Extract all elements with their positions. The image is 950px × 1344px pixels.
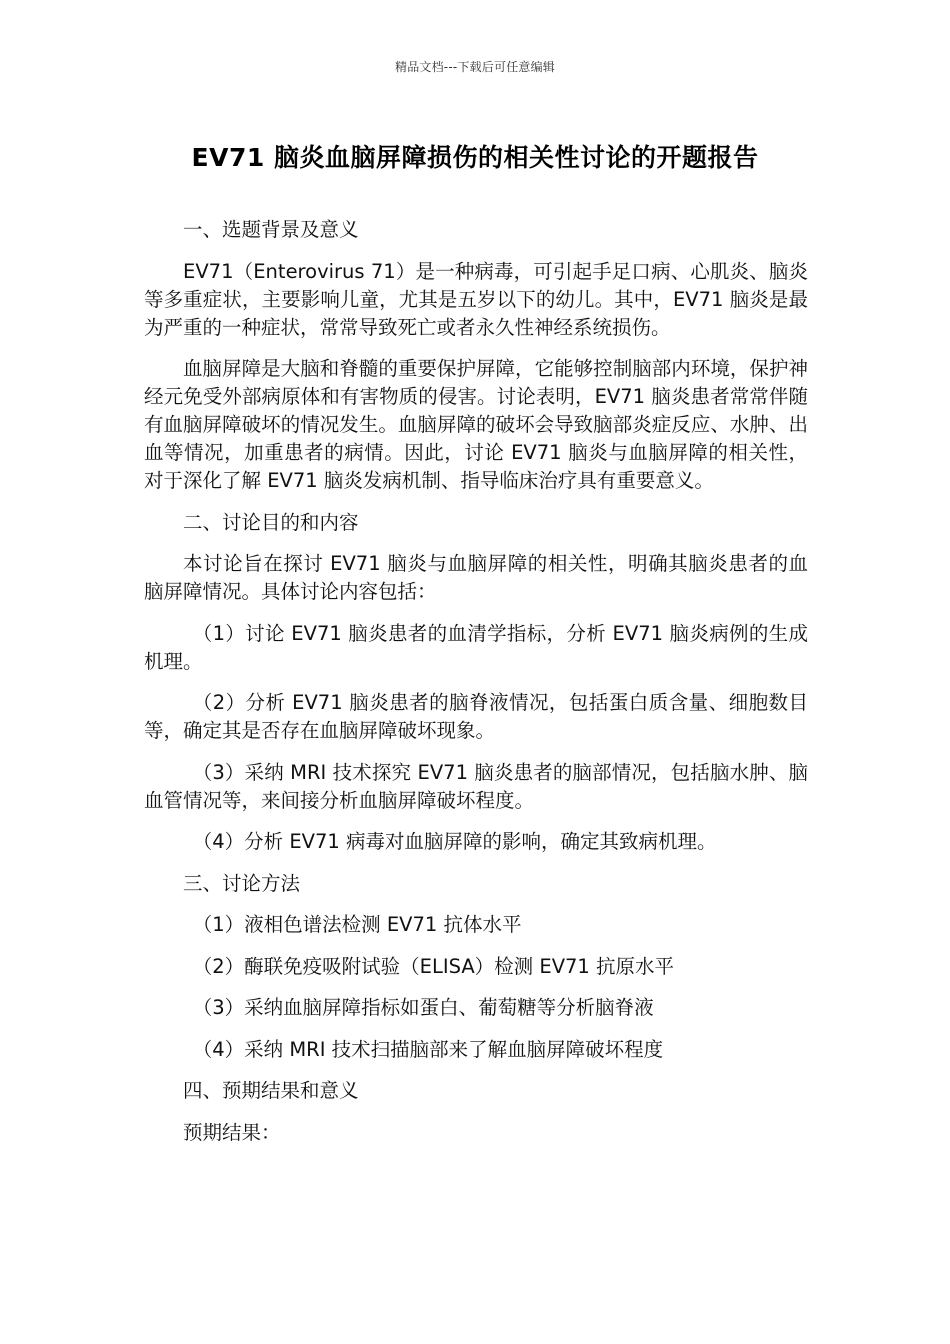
section-heading-expected: 四、预期结果和意义 bbox=[183, 1079, 359, 1102]
list-item-purpose-4: （4）分析 EV71 病毒对血脑屏障的影响，确定其致病机理。 bbox=[192, 830, 717, 853]
paragraph-blood-brain-barrier: 血脑屏障是大脑和脊髓的重要保护屏障，它能够控制脑部内环境，保护神经元免受外部病原体和有害物质的侵害。讨论表明，EV71 脑炎患者常常伴随有血脑屏障破坏的情况发生。血脑屏障的破坏会导致脑部炎症反应、水肿、出血等情况，加重患者的病情。因此，讨论 EV71 脑炎与血脑屏障的相关性，对于深化了解 EV71 脑炎发病机制、指导临床治疗具有重要意义。 bbox=[144, 357, 808, 492]
paragraph-ev71-intro: EV71（Enterovirus 71）是一种病毒，可引起手足口病、心肌炎、脑炎等多重症状，主要影响儿童，尤其是五岁以下的幼儿。其中，EV71 脑炎是最为严重的一种症状，常常导致死亡或者永久性神经系统损伤。 bbox=[144, 259, 808, 339]
document-body bbox=[144, 216, 808, 1160]
document-title: EV71 脑炎血脑屏障损伤的相关性讨论的开题报告 bbox=[191, 143, 759, 172]
page-header: 精品文档---下载后可任意编辑 bbox=[395, 60, 555, 74]
list-item-purpose-1: （1）讨论 EV71 脑炎患者的血清学指标，分析 EV71 脑炎病例的生成机理。 bbox=[144, 621, 808, 673]
list-item-purpose-2: （2）分析 EV71 脑炎患者的脑脊液情况，包括蛋白质含量、细胞数目等，确定其是否存在血脑屏障破坏现象。 bbox=[144, 691, 808, 742]
subheading-expected-results: 预期结果： bbox=[183, 1120, 281, 1144]
list-item-method-3: （3）采纳血脑屏障指标如蛋白、葡萄糖等分析脑脊液 bbox=[192, 996, 654, 1019]
list-item-method-1: （1）液相色谱法检测 EV71 抗体水平 bbox=[192, 913, 522, 936]
section-heading-purpose: 二、讨论目的和内容 bbox=[183, 510, 359, 534]
list-item-purpose-3: （3）采纳 MRI 技术探究 EV71 脑炎患者的脑部情况，包括脑水肿、脑血管情况等，来间接分析血脑屏障破坏程度。 bbox=[144, 760, 808, 812]
section-heading-methods: 三、讨论方法 bbox=[183, 871, 301, 895]
paragraph-purpose-intro: 本讨论旨在探讨 EV71 脑炎与血脑屏障的相关性，明确其脑炎患者的血脑屏障情况。具体讨论内容包括： bbox=[144, 552, 808, 603]
list-item-method-2: （2）酶联免疫吸附试验（ELISA）检测 EV71 抗原水平 bbox=[192, 954, 675, 978]
section-heading-background: 一、选题背景及意义 bbox=[183, 218, 359, 241]
list-item-method-4: （4）采纳 MRI 技术扫描脑部来了解血脑屏障破坏程度 bbox=[192, 1037, 664, 1061]
